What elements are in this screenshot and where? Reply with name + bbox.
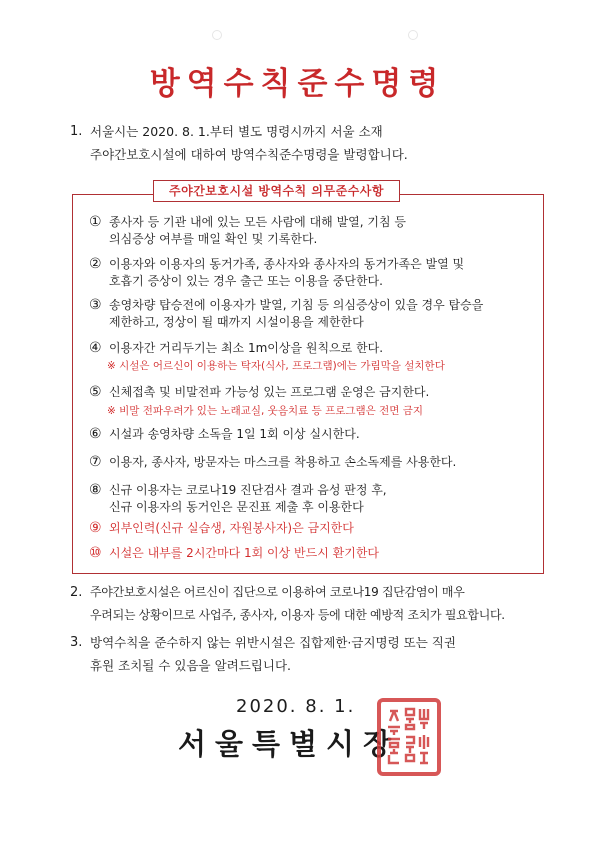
paragraph-2-line-2: 우려되는 상황이므로 사업주, 종사자, 이용자 등에 대한 예방적 조치가 필요합니다. (90, 608, 505, 622)
item-number: ⑩ (89, 545, 102, 561)
item-5-note: ※ 비말 전파우려가 있는 노래교실, 웃음치료 등 프로그램은 전면 금지 (107, 405, 424, 417)
item-text: 신규 이용자는 코로나19 진단검사 결과 음성 판정 후, (109, 483, 387, 497)
paragraph-3-number: 3. (70, 635, 83, 650)
item-text-continued: 신규 이용자의 동거인은 문진표 제출 후 이용한다 (109, 500, 364, 514)
item-number: ⑨ (89, 520, 102, 536)
item-number: ① (89, 214, 102, 230)
requirement-item-1 (89, 214, 406, 248)
paragraph-3-line-1: 방역수칙을 준수하지 않는 위반시설은 집합제한·금지명령 또는 직권 (90, 635, 456, 650)
requirement-item-10 (89, 545, 379, 562)
item-text-continued: 호흡기 증상이 있는 경우 출근 또는 이용을 중단한다. (109, 274, 383, 288)
item-text: 종사자 등 기관 내에 있는 모든 사람에 대해 발열, 기침 등 (109, 215, 406, 229)
punch-hole (408, 30, 418, 40)
paragraph-1 (90, 120, 408, 166)
item-4-note: ※ 시설은 어르신이 이용하는 탁자(식사, 프로그램)에는 가림막을 설치한다 (107, 360, 445, 372)
issue-date: 2020. 8. 1. (236, 696, 356, 717)
paragraph-2 (90, 581, 505, 627)
issuer-name: 서울특별시장 (178, 727, 401, 761)
requirement-item-7 (89, 454, 456, 471)
requirement-item-3 (89, 297, 483, 331)
item-text: 시설은 내부를 2시간마다 1회 이상 반드시 환기한다 (109, 546, 379, 560)
item-number: ⑥ (89, 426, 102, 442)
punch-hole (212, 30, 222, 40)
paragraph-1-line-2: 주야간보호시설에 대하여 방역수칙준수명령을 발령합니다. (90, 147, 408, 162)
paragraph-2-number: 2. (70, 585, 83, 600)
item-text: 이용자와 이용자의 동거가족, 종사자와 종사자의 동거가족은 발열 및 (109, 257, 465, 271)
item-number: ⑧ (89, 482, 102, 498)
paragraph-1-line-1: 서울시는 2020. 8. 1.부터 별도 명령시까지 서울 소재 (90, 124, 383, 139)
requirement-item-6 (89, 426, 360, 443)
official-seal (376, 697, 442, 777)
requirement-item-4 (89, 340, 383, 357)
requirement-item-9 (89, 520, 354, 537)
item-text-continued: 제한하고, 정상이 될 때까지 시설이용을 제한한다 (109, 315, 364, 329)
item-text: 신체접촉 및 비말전파 가능성 있는 프로그램 운영은 금지한다. (109, 385, 430, 399)
item-number: ③ (89, 297, 102, 313)
paragraph-3 (90, 631, 456, 677)
item-number: ⑦ (89, 454, 102, 470)
item-number: ④ (89, 340, 102, 356)
item-text: 이용자, 종사자, 방문자는 마스크를 착용하고 손소독제를 사용한다. (109, 455, 457, 469)
item-text: 외부인력(신규 실습생, 자원봉사자)은 금지한다 (109, 521, 354, 535)
requirements-box-title: 주야간보호시설 방역수칙 의무준수사항 (153, 180, 400, 202)
requirement-item-5 (89, 384, 429, 401)
item-text: 송영차량 탑승전에 이용자가 발열, 기침 등 의심증상이 있을 경우 탑승을 (109, 298, 484, 312)
item-text: 이용자간 거리두기는 최소 1m이상을 원칙으로 한다. (109, 341, 384, 355)
requirement-item-2 (89, 256, 464, 290)
item-number: ② (89, 256, 102, 272)
item-number: ⑤ (89, 384, 102, 400)
paragraph-1-number: 1. (70, 124, 83, 139)
item-text-continued: 의심증상 여부를 매일 확인 및 기록한다. (109, 232, 318, 246)
document-title: 방역수칙준수명령 (149, 66, 446, 102)
item-text: 시설과 송영차량 소독을 1일 1회 이상 실시한다. (109, 427, 360, 441)
paragraph-2-line-1: 주야간보호시설은 어르신이 집단으로 이용하여 코로나19 집단감염이 매우 (90, 585, 465, 599)
requirement-item-8 (89, 482, 387, 516)
paragraph-3-line-2: 휴원 조치될 수 있음을 알려드립니다. (90, 658, 291, 673)
